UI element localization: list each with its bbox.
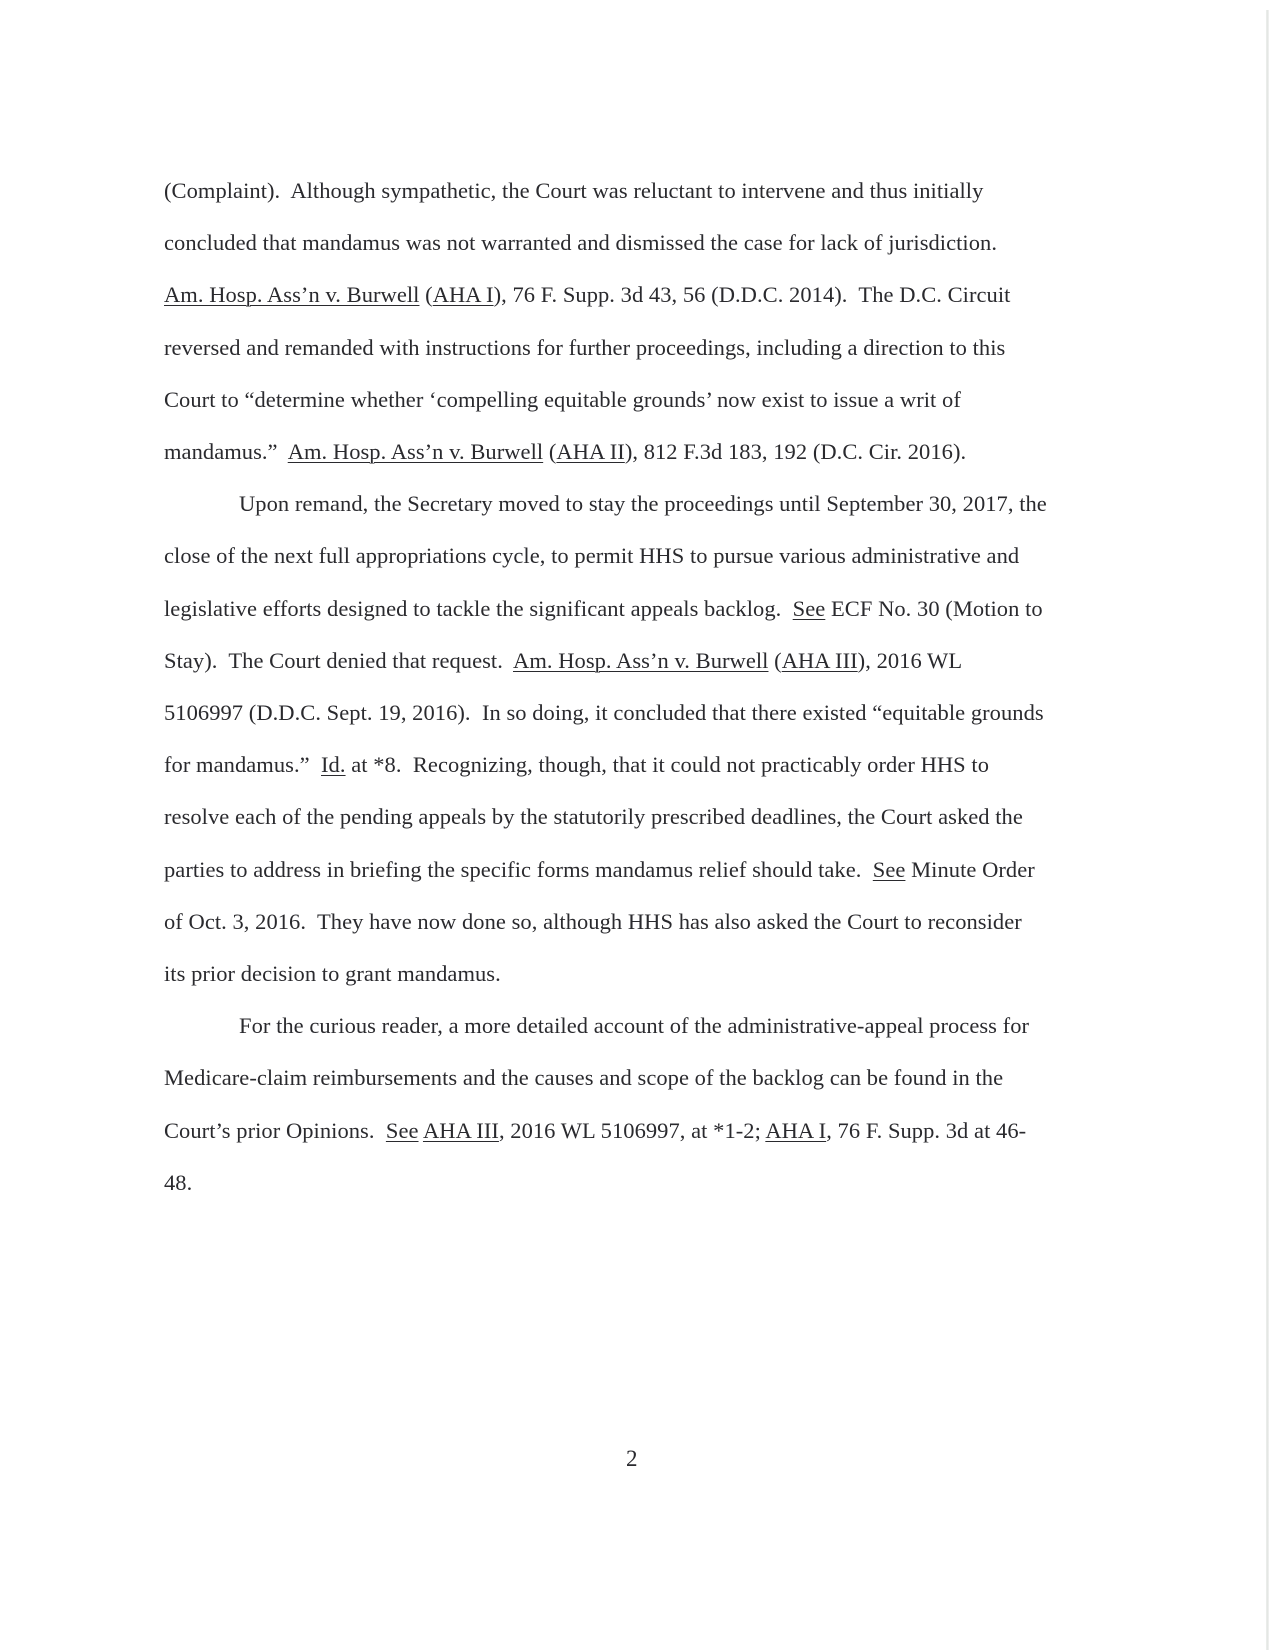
text-segment: its prior decision to grant mandamus. xyxy=(164,961,501,986)
text-segment: legislative efforts designed to tackle the significant appeals backlog. xyxy=(164,595,793,621)
citation-underlined: Am. Hosp. Ass’n v. Burwell xyxy=(287,439,544,464)
text-line xyxy=(164,229,997,257)
text-segment: Stay). The Court denied that request. xyxy=(164,647,514,673)
text-segment: resolve each of the pending appeals by the statutorily prescribed deadlines, the Court asked the xyxy=(164,804,1023,830)
text-segment: at *8. Recognizing, though, that it could not practicably order HHS to xyxy=(345,752,990,778)
text-segment: for mandamus.” xyxy=(164,752,322,778)
text-line xyxy=(164,595,1043,623)
text-segment: ), 812 F.3d 183, 192 (D.C. Cir. 2016). xyxy=(624,439,967,464)
page-edge-divider xyxy=(1266,10,1269,1650)
text-segment: of Oct. 3, 2016. They have now done so, although HHS has also asked the Court to reconsider xyxy=(164,908,1022,934)
citation-underlined: Id. xyxy=(321,752,346,778)
text-line xyxy=(164,542,1019,570)
citation-underlined: See xyxy=(872,856,906,882)
page-number: 2 xyxy=(626,1446,638,1471)
text-segment: ), 76 F. Supp. 3d 43, 56 (D.D.C. 2014). The D.C. Circuit xyxy=(493,282,1011,308)
citation-underlined: AHA I xyxy=(765,1117,827,1143)
text-segment: ), 2016 WL xyxy=(857,647,963,673)
text-segment: Court to “determine whether ‘compelling equitable grounds’ now exist to issue a writ of xyxy=(164,386,961,412)
text-line xyxy=(164,1117,1026,1145)
text-segment: close of the next full appropriations cycle, to permit HHS to pursue various administrative and xyxy=(164,543,1020,569)
citation-underlined: AHA III xyxy=(781,647,858,673)
text-line xyxy=(164,699,1044,727)
text-line xyxy=(164,177,983,205)
text-line xyxy=(164,281,1010,309)
citation-underlined: See xyxy=(792,595,826,621)
text-segment: For the curious reader, a more detailed account of the administrative-appeal process for xyxy=(239,1013,1030,1039)
text-segment: , 76 F. Supp. 3d at 46- xyxy=(826,1117,1027,1143)
text-line xyxy=(164,647,962,675)
citation-underlined: AHA II xyxy=(556,439,625,464)
citation-underlined: AHA III xyxy=(422,1117,499,1143)
text-segment: ECF No. 30 (Motion to xyxy=(825,595,1043,621)
text-segment: ( xyxy=(768,647,782,673)
text-line xyxy=(164,334,1005,362)
text-segment: Minute Order xyxy=(905,856,1035,882)
text-line xyxy=(164,1169,192,1197)
text-line xyxy=(239,1012,1029,1040)
citation-underlined: See xyxy=(385,1117,419,1143)
text-line xyxy=(164,803,1023,831)
text-segment: Upon remand, the Secretary moved to stay the proceedings until September 30, 2017, the xyxy=(239,491,1047,517)
text-line xyxy=(164,960,501,988)
text-segment: reversed and remanded with instructions for further proceedings, including a direction to this xyxy=(164,334,1006,360)
citation-underlined: AHA I xyxy=(432,282,494,308)
text-line xyxy=(164,438,966,466)
text-segment: concluded that mandamus was not warranted and dismissed the case for lack of jurisdiction. xyxy=(164,230,998,256)
text-line xyxy=(164,908,1022,936)
text-segment: (Complaint). Although sympathetic, the Court was reluctant to intervene and thus initially xyxy=(164,178,984,203)
text-segment: 48. xyxy=(164,1169,193,1195)
text-line xyxy=(239,490,1047,518)
text-segment: ( xyxy=(543,439,557,464)
text-line xyxy=(164,856,1035,884)
text-segment: mandamus.” xyxy=(164,439,288,464)
text-segment: Medicare-claim reimbursements and the causes and scope of the backlog can be found in the xyxy=(164,1065,1004,1091)
citation-underlined: Am. Hosp. Ass’n v. Burwell xyxy=(164,282,420,308)
citation-underlined: Am. Hosp. Ass’n v. Burwell xyxy=(513,647,769,673)
text-line xyxy=(164,751,989,779)
text-segment: , 2016 WL 5106997, at *1-2; xyxy=(498,1117,766,1143)
text-line xyxy=(164,386,961,414)
text-segment: ( xyxy=(419,282,433,308)
text-segment: parties to address in briefing the specific forms mandamus relief should take. xyxy=(164,856,873,882)
text-segment: 5106997 (D.D.C. Sept. 19, 2016). In so doing, it concluded that there existed “equitable grounds xyxy=(164,700,1044,725)
text-segment: Court’s prior Opinions. xyxy=(164,1117,386,1143)
text-line xyxy=(164,1064,1003,1092)
